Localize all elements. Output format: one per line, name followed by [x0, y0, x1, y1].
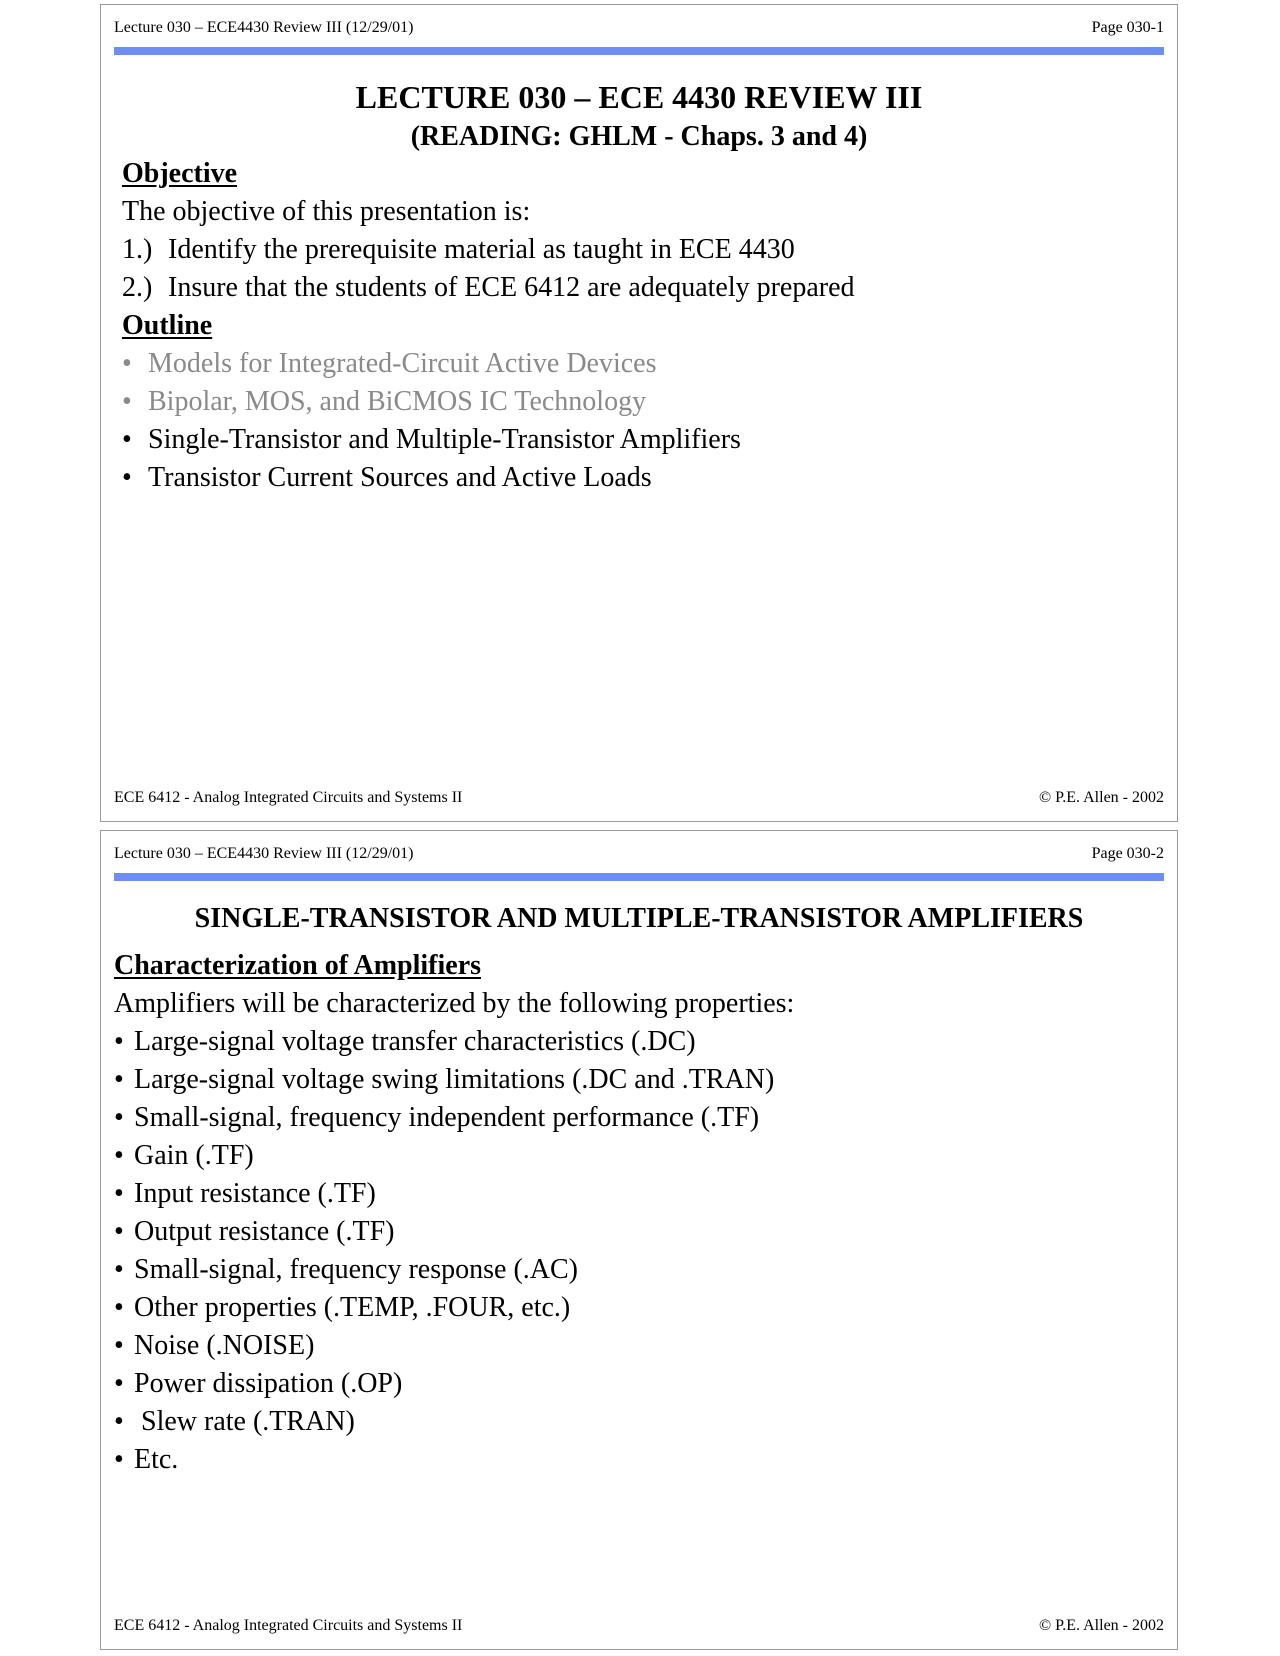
objective-number: 2.): [122, 272, 153, 303]
property-item: [114, 1023, 794, 1061]
bullet-icon: •: [114, 1064, 124, 1095]
header-rule: [114, 47, 1164, 55]
bullet-icon: •: [114, 1178, 124, 1209]
outline-heading: Outline: [122, 310, 213, 341]
page-number: Page 030-2: [1091, 845, 1164, 862]
bullet-icon: •: [114, 1254, 124, 1285]
bullet-icon: •: [122, 424, 132, 455]
slide-header-left: Lecture 030 – ECE4430 Review III (12/29/01): [114, 845, 414, 862]
slide-footer-left: ECE 6412 - Analog Integrated Circuits and Systems II: [114, 789, 463, 806]
slide-footer-left: ECE 6412 - Analog Integrated Circuits and Systems II: [114, 1617, 463, 1634]
bullet-icon: •: [114, 1216, 124, 1247]
property-text: Gain (.TF): [134, 1140, 254, 1171]
property-item: [114, 1175, 794, 1213]
bullet-icon: •: [114, 1444, 124, 1475]
bullet-icon: •: [122, 348, 132, 379]
property-text: Output resistance (.TF): [134, 1216, 395, 1247]
slide-title: SINGLE-TRANSISTOR AND MULTIPLE-TRANSISTOR AMPLIFIERS: [194, 903, 1084, 934]
property-text: Other properties (.TEMP, .FOUR, etc.): [134, 1292, 571, 1323]
objective-number: 1.): [122, 234, 153, 265]
bullet-icon: •: [114, 1330, 124, 1361]
bullet-icon: •: [122, 386, 132, 417]
outline-item-text: Bipolar, MOS, and BiCMOS IC Technology: [148, 386, 647, 417]
property-item: [114, 1137, 794, 1175]
outline-item-text: Transistor Current Sources and Active Loads: [148, 462, 652, 493]
outline-item-text: Models for Integrated-Circuit Active Devices: [148, 348, 657, 379]
copyright: © P.E. Allen - 2002: [1038, 789, 1164, 806]
slide-body: [114, 947, 794, 1479]
property-text: Small-signal, frequency independent performance (.TF): [134, 1102, 760, 1133]
objective-item: [122, 231, 855, 269]
outline-item: [122, 383, 855, 421]
property-text: Large-signal voltage transfer characteristics (.DC): [134, 1026, 696, 1057]
outline-item-text: Single-Transistor and Multiple-Transistor Amplifiers: [148, 424, 741, 455]
property-item: [114, 1365, 794, 1403]
outline-item: [122, 459, 855, 497]
objective-intro: The objective of this presentation is:: [122, 196, 531, 227]
bullet-icon: •: [114, 1102, 124, 1133]
objective-text: Identify the prerequisite material as taught in ECE 4430: [168, 234, 795, 265]
section-heading: Characterization of Amplifiers: [114, 950, 482, 981]
outline-item: [122, 421, 855, 459]
bullet-icon: •: [122, 462, 132, 493]
property-text: Noise (.NOISE): [134, 1330, 315, 1361]
page-number: Page 030-1: [1091, 19, 1164, 36]
property-item: [114, 1327, 794, 1365]
objective-item: [122, 269, 855, 307]
outline-item: [122, 345, 855, 383]
slide-body: [122, 155, 855, 497]
property-item: [114, 1289, 794, 1327]
objective-heading: Objective: [122, 158, 238, 189]
property-text: Etc.: [134, 1444, 179, 1475]
objective-text: Insure that the students of ECE 6412 are adequately prepared: [168, 272, 855, 303]
property-text: Input resistance (.TF): [134, 1178, 376, 1209]
slide-title: LECTURE 030 – ECE 4430 REVIEW III: [355, 79, 923, 115]
slide-header-left: Lecture 030 – ECE4430 Review III (12/29/01): [114, 19, 414, 36]
property-text: Large-signal voltage swing limitations (.DC and .TRAN): [134, 1064, 775, 1095]
bullet-icon: •: [114, 1026, 124, 1057]
bullet-icon: •: [114, 1292, 124, 1323]
slide-1: [100, 4, 1178, 822]
bullet-icon: •: [114, 1406, 124, 1437]
property-text: Slew rate (.TRAN): [134, 1406, 355, 1437]
property-item: [114, 1213, 794, 1251]
slide-2: [100, 830, 1178, 1650]
property-item: [114, 1061, 794, 1099]
property-item: [114, 1251, 794, 1289]
property-text: Small-signal, frequency response (.AC): [134, 1254, 578, 1285]
property-text: Power dissipation (.OP): [134, 1368, 403, 1399]
property-item: [114, 1099, 794, 1137]
header-rule: [114, 873, 1164, 881]
section-intro: Amplifiers will be characterized by the following properties:: [114, 988, 795, 1019]
copyright: © P.E. Allen - 2002: [1038, 1617, 1164, 1634]
bullet-icon: •: [114, 1140, 124, 1171]
slide-subtitle: (READING: GHLM - Chaps. 3 and 4): [410, 121, 868, 152]
property-item: [114, 1403, 794, 1441]
property-item: [114, 1441, 794, 1479]
bullet-icon: •: [114, 1368, 124, 1399]
